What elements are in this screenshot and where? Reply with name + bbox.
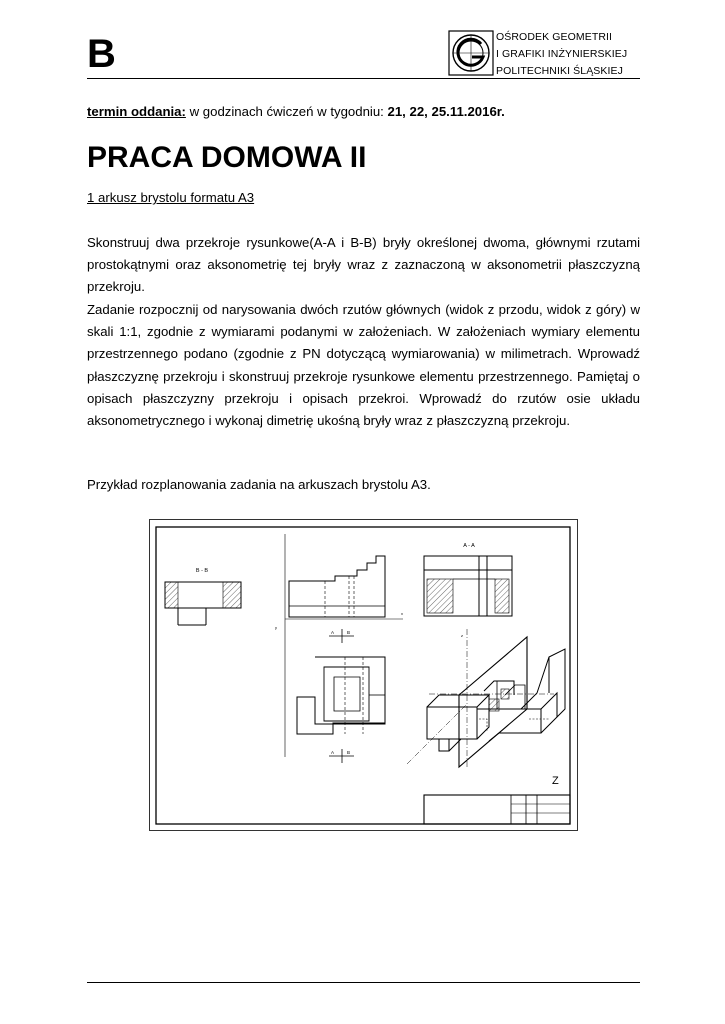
example-sheet-drawing (149, 519, 578, 831)
axis-y-label: y (275, 625, 277, 630)
cut-label-b: B (347, 630, 351, 635)
deadline-dates: 21, 22, 25.11.2016r. (387, 104, 505, 119)
institution-line-3: POLITECHNIKI ŚLĄSKIEJ (496, 65, 623, 77)
sheet-inner-frame (156, 527, 570, 824)
svg-text:A: A (331, 750, 335, 755)
section-aa-label: A - A (463, 543, 475, 549)
deadline-label: termin oddania: (87, 104, 186, 119)
axis-z-label: Z (552, 775, 559, 787)
top-view (297, 657, 385, 734)
section-bb-view (165, 568, 241, 625)
sheet-outer-frame (150, 520, 578, 831)
front-view (289, 556, 385, 617)
institution-line-1: OŚRODEK GEOMETRII (496, 31, 613, 43)
cut-marker-bottom (329, 749, 354, 763)
deadline-line (87, 104, 505, 119)
paragraph-example: Przykład rozplanowania zadania na arkuszach brystolu A3. (87, 477, 431, 492)
institution-line-2: I GRAFIKI INŻYNIERSKIEJ (496, 48, 628, 60)
cut-label-a: A (331, 630, 335, 635)
subtitle: 1 arkusz brystolu formatu A3 (87, 190, 255, 205)
paragraph-task: Skonstruuj dwa przekroje rysunkowe(A-A i B-B) bryły określonej dwoma, głównymi rzutami prostokątnymi oraz aksonometrię tej bryły wraz z zaznaczoną w aksonometrii płaszczyzną przekroju. (87, 235, 640, 295)
deadline-text: w godzinach ćwiczeń w tygodniu: (185, 104, 388, 119)
axis-x-label: x (401, 611, 403, 616)
variant-letter: B (87, 32, 116, 76)
section-aa-view (424, 543, 512, 616)
cut-marker-top (329, 629, 354, 643)
axonometric-view (407, 629, 565, 769)
page-title: PRACA DOMOWA II (87, 141, 367, 174)
svg-text:B: B (347, 750, 351, 755)
paragraph-instructions: Zadanie rozpocznij od narysowania dwóch rzutów głównych (widok z przodu, widok z góry) w skali 1:1, zgodnie z wymiarami podanymi w założeniach. W założeniach wymiary elementu przestrzennego podano (zgodnie z PN dotyczącą wymiarowania) w milimetrach. Wprowadź płaszczyznę przekroju i skonstruuj przekroje rysunkowe elementu przestrzennego. Pamiętaj o opisach płaszczyzny przekroju i opisach przekroi. Wprowadź do rzutów osie układu aksonometrycznego i wykonaj dimetrię ukośną bryły wraz z płaszczyzną przekroju. (87, 302, 640, 429)
footer-rule (87, 982, 640, 983)
title-block (424, 795, 570, 824)
header-rule (87, 78, 640, 79)
section-bb-label: B - B (195, 568, 209, 574)
institution-name (496, 29, 627, 80)
axis-z-small-label: z (461, 633, 463, 638)
osrodek-logo-icon (448, 30, 494, 76)
